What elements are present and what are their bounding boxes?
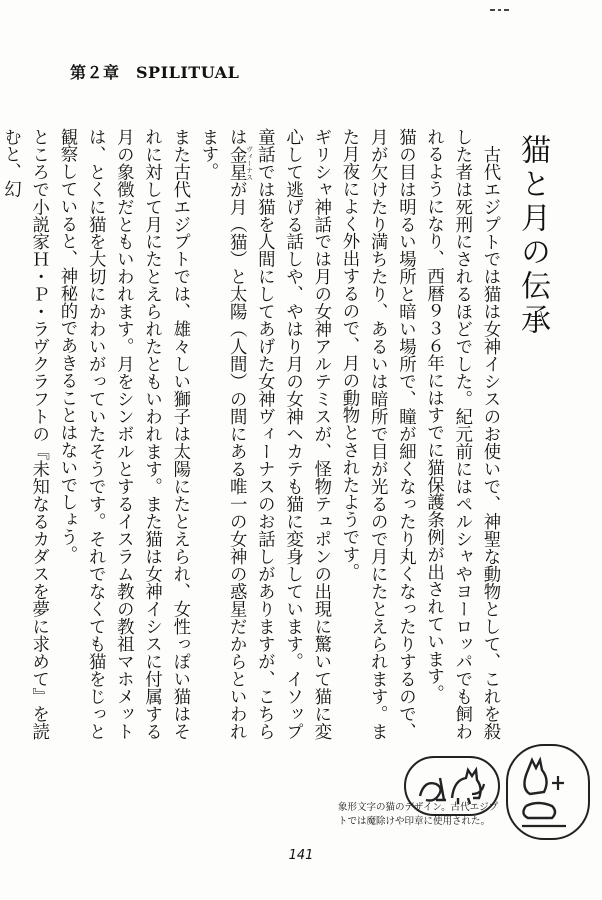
running-header: 第２章 SPILITUAL <box>70 63 240 82</box>
printer-marks <box>490 6 510 16</box>
cartouche-vertical <box>506 744 590 840</box>
paragraph-1: 古代エジプトでは猫は女神イシスのお使いで、神聖な動物として、これを殺した者は死刑にされるほどでした。紀元前にはペルシャやヨーロッパでも飼われるようになり、西暦９３６年にはすでに猫保護条例が出されています。 <box>423 128 500 740</box>
figure-caption <box>338 801 499 829</box>
ruby-venus: 金星 ヴィーナス <box>226 145 254 181</box>
article-title: 猫と月の伝承 <box>515 134 550 338</box>
paragraph-3: ギリシャ神話では月の女神アルテミスが、怪物テュポンの出現に驚いて猫に変心して逃げる話しや、やはり月の女神ヘカテも猫に変身しています。イソップ童話では猫を人間にしてあげた女神ヴィーナスのお話しがありますが、こちらは金星 ヴィーナスが月（猫）と太陽（人間）の間にある唯一の女神の惑星だからといわれます。 <box>197 128 331 740</box>
article-body <box>0 128 504 740</box>
caption-line-1: 象形文字の猫のデザイン。古代エジプ <box>338 802 499 813</box>
hieroglyph-seated-cat-icon <box>508 746 588 838</box>
page-number: 141 <box>288 848 314 863</box>
caption-line-2: トでは魔除けや印章に使用された。 <box>338 816 491 827</box>
paragraph-2: 猫の目は明るい場所と暗い場所で、瞳が細くなったり丸くなったりするので、月が欠けたり満ちたり、あるいは暗所で目が光るので月にたとえられます。また月夜によく外出するので、月の動物とされたようです。 <box>338 128 416 740</box>
paragraph-5: ところで小説家Ｈ・Ｐ・ラヴクラフトの『未知なるカダスを夢に求めて』を読むと、幻 <box>0 128 49 740</box>
paragraph-4: また古代エジプトでは、雄々しい獅子は太陽にたとえられ、女性っぽい猫はそれに対して月にたとえられたともいわれます。また猫は女神イシスに付属する月の象徴だともいわれます。月をシンボルとするイスラム教の教祖マホメットは、とくに猫を大切にかわいがっていたそうです。それでなくても猫をじっと観察していると、神秘的であきることはないでしょう。 <box>56 128 190 740</box>
